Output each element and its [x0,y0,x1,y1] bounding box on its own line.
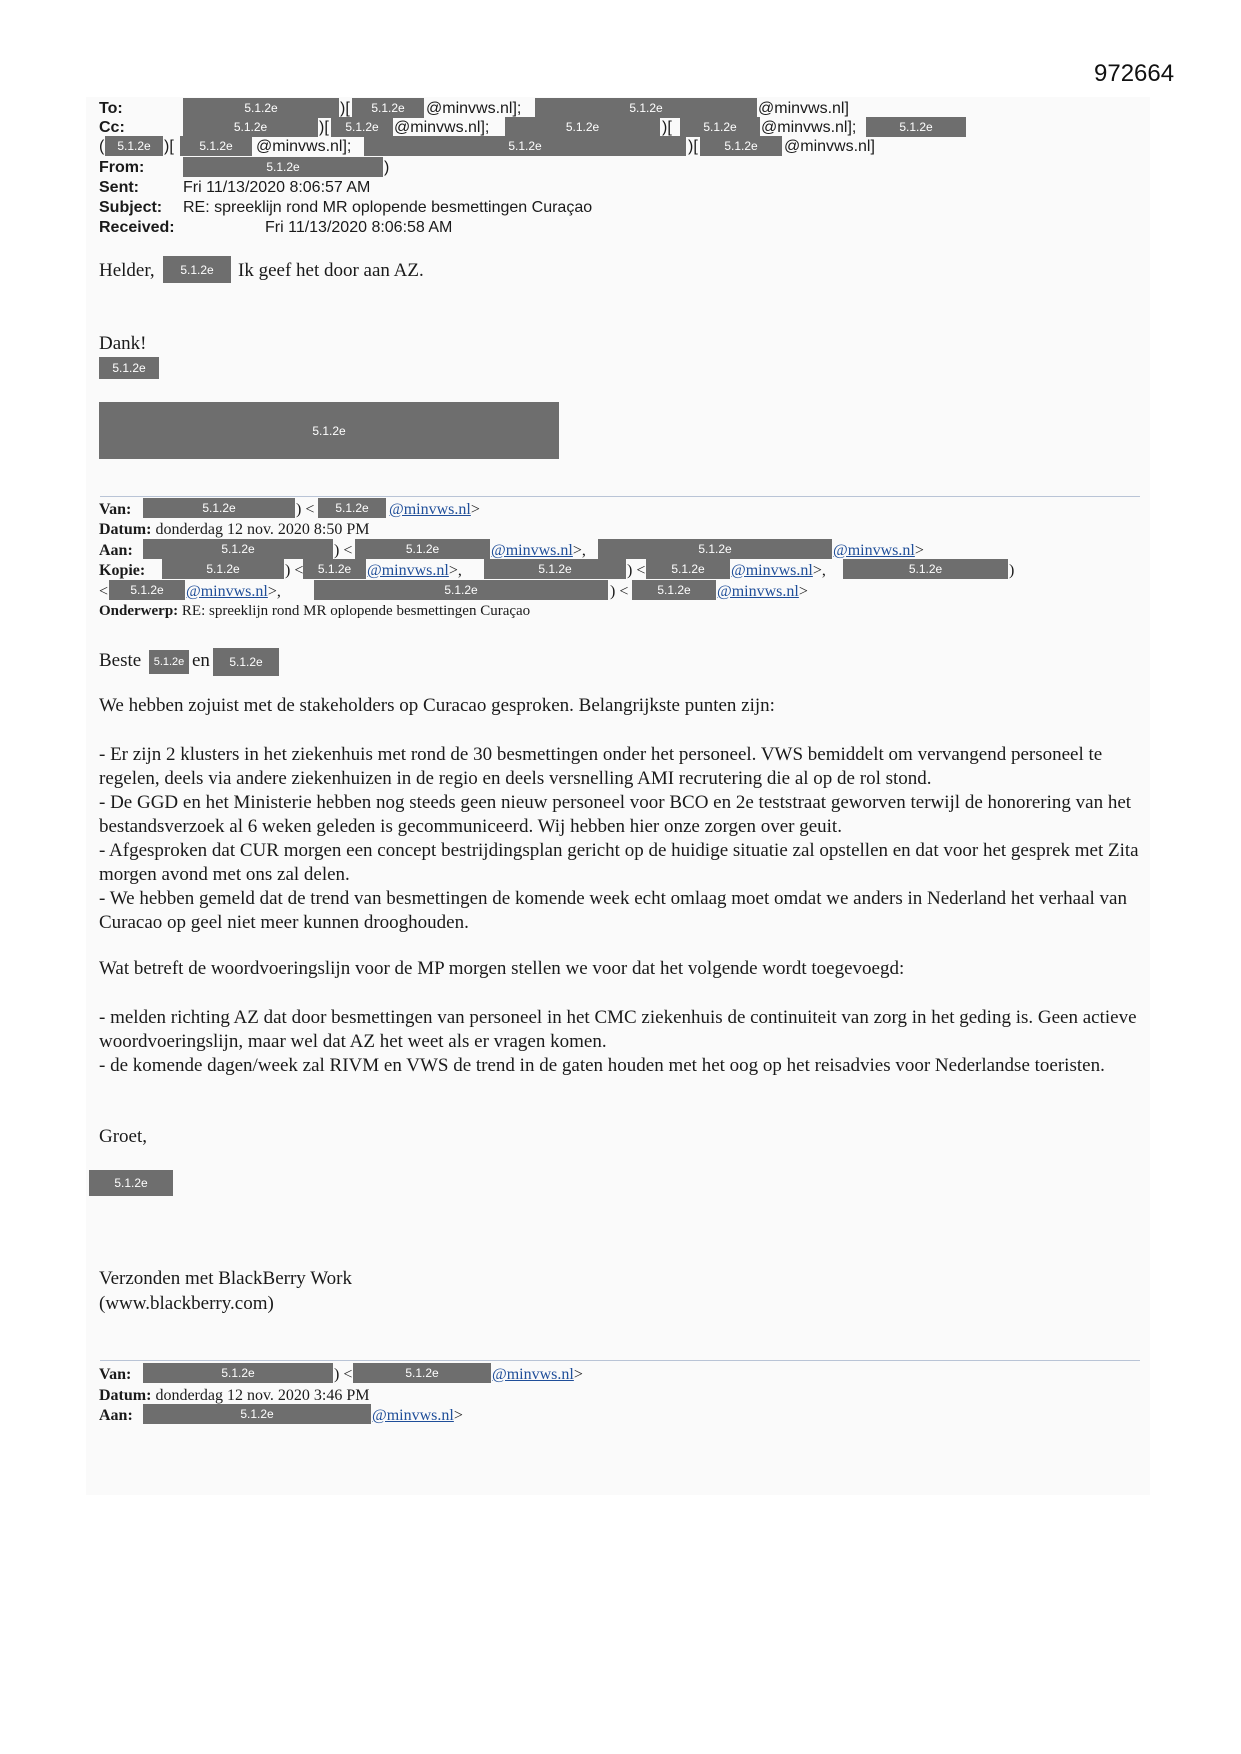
email-link[interactable]: @minvws.nl [833,542,915,559]
redacted-box: 5.1.2e [105,136,163,156]
redacted-box: 5.1.2e [843,559,1008,579]
bullet-point: - Afgesproken dat CUR morgen een concept bestrijdingsplan gericht op de huidige situatie zal opstellen en dat voor het gesprek met Zita morgen avond met ons zal delen. [99,840,1139,885]
redacted-box: 5.1.2e [183,98,339,118]
separator-text: ) [384,159,390,176]
email-domain: @minvws.nl [426,100,513,117]
separator-text: ( [99,138,105,155]
email-link[interactable]: @minvws.nl [491,542,573,559]
datum-label: Datum: [99,521,152,538]
redacted-box: 5.1.2e [632,580,716,600]
cc-label: Cc: [99,119,125,136]
redacted-box: 5.1.2e [303,559,366,579]
separator-text: )[ [319,119,329,136]
redacted-box: 5.1.2e [180,136,252,156]
separator-text: < [99,583,109,600]
redacted-box: 5.1.2e [353,1363,491,1383]
signature-line-1: Verzonden met BlackBerry Work [99,1268,352,1289]
kopie-label: Kopie: [99,562,146,579]
redacted-box: 5.1.2e [143,498,295,518]
signature-line-2: (www.blackberry.com) [99,1293,274,1314]
redacted-box: 5.1.2e [364,136,686,156]
redacted-box: 5.1.2e [162,559,284,579]
email-link[interactable]: @minvws.nl [372,1407,454,1424]
bullet-point: - We hebben gemeld dat de trend van besmettingen de komende week echt omlaag moet omdat we anders in Nederland het verhaal van Curacao op geel niet meer kunnen drooghouden. [99,888,1127,933]
email-domain: @minvws.nl [784,138,871,155]
redacted-signature-block: 5.1.2e [99,402,559,459]
separator-text: ) < [610,583,629,600]
redacted-box: 5.1.2e [352,98,424,118]
redacted-box: 5.1.2e [318,498,386,518]
redacted-box: 5.1.2e [484,559,626,579]
onderwerp-value: RE: spreeklijn rond MR oplopende besmettingen Curaçao [181,603,531,619]
redacted-box: 5.1.2e [680,117,760,137]
proposal-intro: Wat betreft de woordvoeringslijn voor de MP morgen stellen we voor dat het volgende wordt toegevoegd: [99,958,905,979]
subject-label: Subject: [99,199,163,216]
redacted-box: 5.1.2e [149,650,189,674]
email-link[interactable]: @minvws.nl [717,583,799,600]
separator-rule [100,496,1140,497]
email-domain: @minvws.nl [394,119,481,136]
proposal-point: - melden richting AZ dat door besmettingen van personeel in het CMC ziekenhuis de continuiteit van zorg in het geding is. Geen actieve woordvoeringslijn, maar wel dat AZ het weet als er vragen komen. [99,1007,1137,1052]
separator-text: )[ [340,100,350,117]
redacted-box: 5.1.2e [331,117,393,137]
email-link[interactable]: @minvws.nl [389,501,471,518]
aan-label: Aan: [99,542,133,559]
separator-text: ) [1009,562,1015,579]
separator-text: ) < [334,1366,353,1383]
subject-value: RE: spreeklijn rond MR oplopende besmettingen Curaçao [183,199,593,216]
datum-value: donderdag 12 nov. 2020 8:50 PM [155,521,370,538]
redacted-box: 5.1.2e [314,580,608,600]
redacted-box: 5.1.2e [866,117,966,137]
redacted-box: 5.1.2e [163,256,231,283]
email-link[interactable]: @minvws.nl [367,562,449,579]
salutation-start: Beste [99,650,142,671]
separator-text: ) < [627,562,646,579]
received-value: Fri 11/13/2020 8:06:58 AM [265,219,453,236]
redacted-box: 5.1.2e [700,136,782,156]
email-domain: @minvws.nl [758,100,845,117]
sent-value: Fri 11/13/2020 8:06:57 AM [183,179,371,196]
redacted-box: 5.1.2e [183,157,383,177]
reply-thanks: Dank! [99,333,147,354]
separator-text: ) < [285,562,304,579]
email-link[interactable]: @minvws.nl [492,1366,574,1383]
separator-text: )[ [164,138,174,155]
redacted-box: 5.1.2e [355,539,490,559]
datum-label: Datum: [99,1387,152,1404]
email-link[interactable]: @minvws.nl [186,583,268,600]
redacted-signature: 5.1.2e [89,1170,173,1196]
document-number: 972664 [1094,60,1175,87]
reply-greeting-end: Ik geef het door aan AZ. [238,260,424,281]
redacted-box: 5.1.2e [598,539,832,559]
redacted-box: 5.1.2e [646,559,730,579]
aan-label: Aan: [99,1407,133,1424]
intro-paragraph: We hebben zojuist met de stakeholders op Curacao gesproken. Belangrijkste punten zijn: [99,695,775,716]
bullet-point: - De GGD en het Ministerie hebben nog steeds geen nieuw personeel voor BCO en 2e teststraat geworven terwijl de honorering van het bestandsverzoek al 6 weken geleden is gecommuniceerd. Wij hebben hier onze zorgen over geuit. [99,792,1132,837]
van-label: Van: [99,501,132,518]
redacted-box: 5.1.2e [535,98,757,118]
redacted-box: 5.1.2e [183,117,318,137]
redacted-box: 5.1.2e [213,648,279,676]
received-label: Received: [99,219,175,236]
redacted-box: 5.1.2e [143,539,333,559]
proposal-point: - de komende dagen/week zal RIVM en VWS de trend in de gaten houden met het oog op het reisadvies voor Nederlandse toeristen. [99,1055,1105,1076]
onderwerp-label: Onderwerp: [99,603,179,619]
datum-value: donderdag 12 nov. 2020 3:46 PM [155,1387,370,1404]
separator-text: ) < [334,542,353,559]
separator-text: )[ [662,119,672,136]
redacted-box: 5.1.2e [143,1404,371,1424]
separator-rule [100,1360,1140,1361]
from-label: From: [99,159,145,176]
redacted-box: 5.1.2e [143,1363,333,1383]
reply-greeting-start: Helder, [99,260,155,281]
email-link[interactable]: @minvws.nl [731,562,813,579]
salutation-mid: en [192,650,210,671]
redacted-signature: 5.1.2e [99,357,159,379]
separator-text: ) < [296,501,315,518]
redacted-box: 5.1.2e [505,117,660,137]
separator-text: )[ [688,138,698,155]
email-domain: @minvws.nl [761,119,848,136]
sent-label: Sent: [99,179,139,196]
closing: Groet, [99,1126,148,1147]
redacted-box: 5.1.2e [109,580,185,600]
van-label: Van: [99,1366,132,1383]
email-domain: @minvws.nl [256,138,343,155]
bullet-point: - Er zijn 2 klusters in het ziekenhuis met rond de 30 besmettingen onder het personeel. VWS bemiddelt om vervangend personeel te regelen, deels via andere ziekenhuizen in de regio en deels versnelling AMI recrutering die al op de rol stond. [99,744,1103,789]
to-label: To: [99,100,123,117]
